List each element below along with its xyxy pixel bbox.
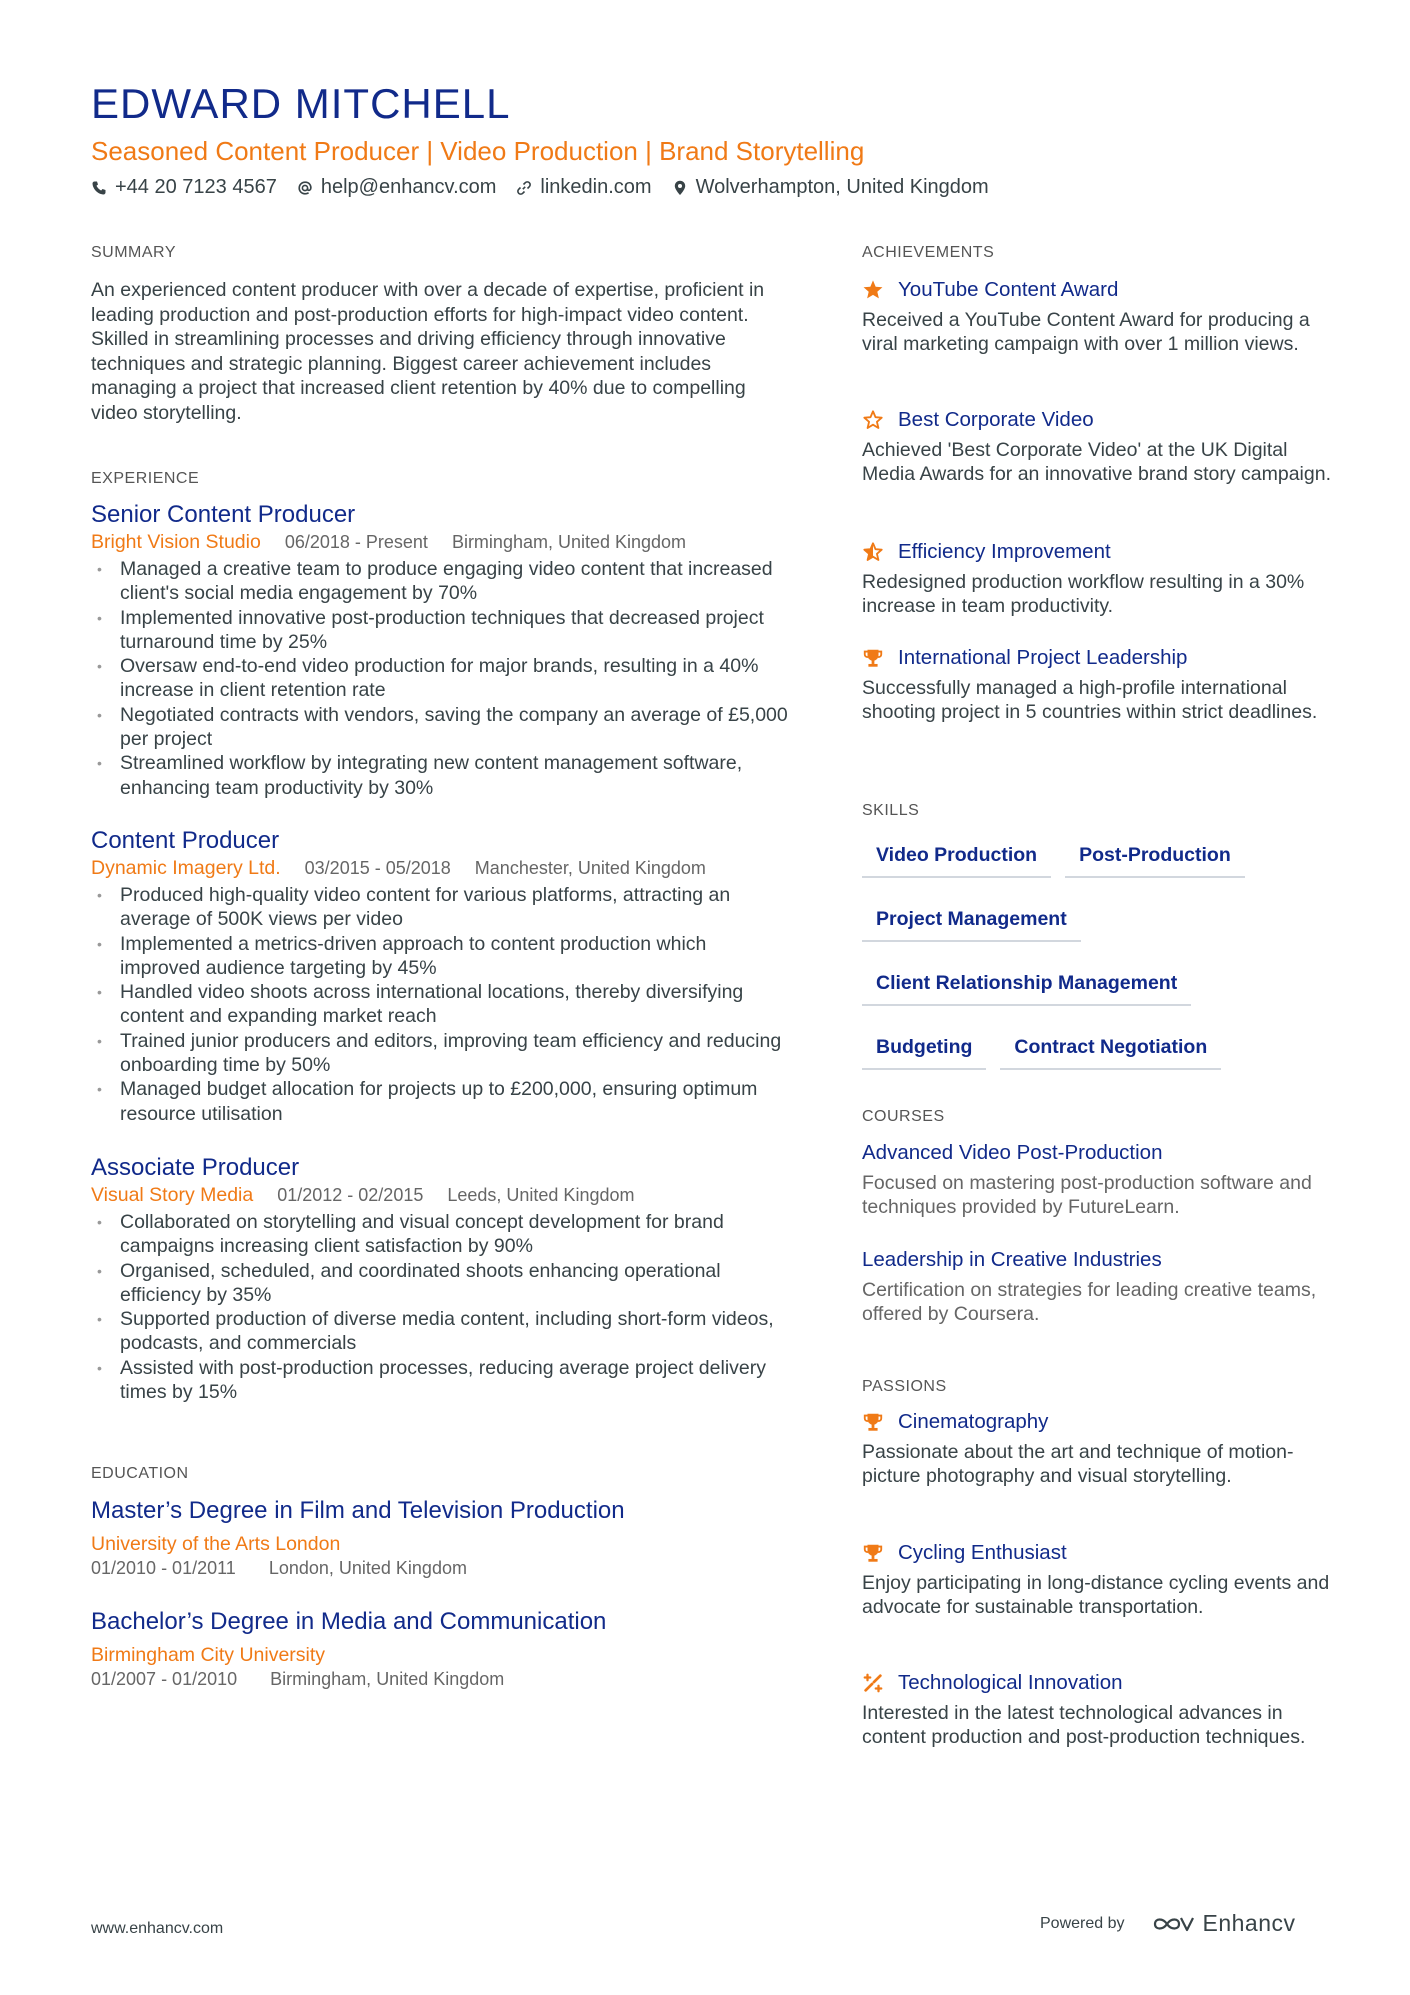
job-bullet: • Organised, scheduled, and coordinated shoots enhancing operational efficiency by 35%: [91, 1259, 791, 1308]
passion-item: [862, 1539, 1332, 1620]
skill-tag: Project Management: [862, 902, 1081, 942]
course-desc: Focused on mastering post-production software and techniques provided by FutureLearn.: [862, 1172, 1312, 1219]
location-pin-icon: [672, 180, 688, 196]
job-bullet: • Negotiated contracts with vendors, saving the company an average of £5,000 per project: [91, 703, 791, 752]
job-meta: [91, 530, 791, 554]
job-bullets: [91, 557, 791, 800]
job-title: Content Producer: [91, 827, 280, 854]
job-bullets: [91, 883, 791, 1126]
footer-branding[interactable]: [1040, 1910, 1296, 1937]
job-title: Senior Content Producer: [91, 501, 356, 528]
achievement-item: [862, 276, 1332, 357]
education-school: Birmingham City University: [91, 1644, 326, 1666]
contact-email-text: help@enhancv.com: [320, 176, 497, 198]
job-title: Associate Producer: [91, 1154, 300, 1181]
job-dates: 01/2012 - 02/2015: [277, 1185, 424, 1205]
contact-phone-text: +44 20 7123 4567: [115, 176, 277, 198]
skill-tag: Contract Negotiation: [1000, 1030, 1221, 1070]
course-title: Leadership in Creative Industries: [862, 1248, 1162, 1271]
enhancv-logo-icon: [1151, 1912, 1195, 1936]
link-icon: [516, 180, 532, 196]
job-bullet: • Assisted with post-production processes, reducing average project delivery times by 15%: [91, 1356, 791, 1405]
achievement-item: [862, 644, 1332, 725]
passion-item: [862, 1408, 1332, 1489]
job-location: Leeds, United Kingdom: [447, 1185, 635, 1205]
experience-section-title: EXPERIENCE: [91, 470, 200, 487]
job-dates: 06/2018 - Present: [284, 532, 428, 552]
powered-by-label: Powered by: [1040, 1914, 1125, 1932]
passion-item: [862, 1669, 1332, 1750]
education-dates: 01/2007 - 01/2010: [91, 1669, 238, 1689]
achievement-desc: Successfully managed a high-profile international shooting project in 5 countries within strict deadlines.: [862, 677, 1318, 724]
job-company: Dynamic Imagery Ltd.: [91, 857, 281, 879]
trophy-icon: [862, 1411, 884, 1433]
job-bullet: • Implemented innovative post-production techniques that decreased project turnaround time by 25%: [91, 606, 791, 655]
education-degree: Master’s Degree in Film and Television Production: [91, 1497, 625, 1524]
job-bullet: • Oversaw end-to-end video production for major brands, resulting in a 40% increase in client retention rate: [91, 654, 791, 703]
at-icon: [297, 180, 313, 196]
job-bullet: • Trained junior producers and editors, improving team efficiency and reducing onboarding time by 50%: [91, 1029, 791, 1078]
job-company: Bright Vision Studio: [91, 531, 261, 553]
star-filled-icon: [862, 279, 884, 301]
skill-tag: Post-Production: [1065, 838, 1245, 878]
job-bullet: • Supported production of diverse media content, including short-form videos, podcasts, and commercials: [91, 1307, 791, 1356]
passion-desc: Enjoy participating in long-distance cycling events and advocate for sustainable transportation.: [862, 1572, 1330, 1619]
job-bullet: • Implemented a metrics-driven approach to content production which improved audience targeting by 45%: [91, 932, 791, 981]
course-item: [862, 1246, 1332, 1327]
job-bullet: • Managed a creative team to produce engaging video content that increased client's social media engagement by 70%: [91, 557, 791, 606]
trophy-icon: [862, 647, 884, 669]
passions-section-title: PASSIONS: [862, 1378, 947, 1395]
star-half-icon: [862, 541, 884, 563]
education-dates: 01/2010 - 01/2011: [91, 1558, 236, 1578]
education-entry: [91, 1496, 791, 1580]
skill-tag: Client Relationship Management: [862, 966, 1191, 1006]
contact-linkedin[interactable]: [516, 176, 651, 199]
education-school: University of the Arts London: [91, 1533, 341, 1555]
education-entry: [91, 1607, 791, 1691]
job-bullet: • Handled video shoots across international locations, thereby diversifying content and expanding market reach: [91, 980, 791, 1029]
contact-bar: [91, 176, 1009, 199]
passion-title: Cycling Enthusiast: [898, 1541, 1067, 1564]
enhancv-logo[interactable]: [1151, 1910, 1296, 1937]
achievements-section-title: ACHIEVEMENTS: [862, 244, 995, 261]
star-outline-icon: [862, 409, 884, 431]
education-meta: [91, 1667, 791, 1691]
job-location: Manchester, United Kingdom: [474, 858, 706, 878]
job-entry: [91, 500, 791, 800]
course-item: [862, 1139, 1332, 1220]
achievement-title: Efficiency Improvement: [898, 540, 1111, 563]
contact-phone[interactable]: [91, 176, 277, 199]
job-bullet: • Produced high-quality video content for various platforms, attracting an average of 500K views per video: [91, 883, 791, 932]
education-meta: [91, 1556, 791, 1580]
education-location: Birmingham, United Kingdom: [270, 1669, 505, 1689]
passion-title: Technological Innovation: [898, 1671, 1123, 1694]
skill-tag: Budgeting: [862, 1030, 986, 1070]
achievement-title: International Project Leadership: [898, 646, 1188, 669]
course-desc: Certification on strategies for leading creative teams, offered by Coursera.: [862, 1279, 1317, 1326]
innovation-icon: [862, 1672, 884, 1694]
contact-linkedin-text: linkedin.com: [540, 176, 652, 198]
job-entry: [91, 826, 791, 1126]
brand-name: Enhancv: [1202, 1910, 1296, 1936]
phone-icon: [91, 180, 107, 196]
education-degree: Bachelor’s Degree in Media and Communication: [91, 1608, 607, 1635]
course-title: Advanced Video Post-Production: [862, 1141, 1163, 1164]
achievement-desc: Redesigned production workflow resulting in a 30% increase in team productivity.: [862, 571, 1305, 618]
job-meta: [91, 856, 791, 880]
skills-section-title: SKILLS: [862, 802, 920, 819]
job-bullets: [91, 1210, 791, 1404]
job-meta: [91, 1183, 791, 1207]
passion-desc: Passionate about the art and technique of motion-picture photography and visual storytelling.: [862, 1441, 1294, 1488]
job-bullet: • Streamlined workflow by integrating new content management software, enhancing team productivity by 30%: [91, 751, 791, 800]
summary-section-title: SUMMARY: [91, 244, 176, 261]
contact-location-text: Wolverhampton, United Kingdom: [695, 176, 989, 198]
job-entry: [91, 1153, 791, 1404]
job-dates: 03/2015 - 05/2018: [304, 858, 451, 878]
summary-text: An experienced content producer with over a decade of expertise, proficient in leading production and post-production efforts for high-impact video content. Skilled in streamlining processes and driving efficiency through innovative techniques and strategic planning. Biggest career achievement includes managing a project that increased client retention by 40% due to compelling video storytelling.: [91, 279, 765, 424]
skills-list: [862, 838, 1342, 1094]
achievement-title: Best Corporate Video: [898, 408, 1094, 431]
achievement-desc: Achieved 'Best Corporate Video' at the UK Digital Media Awards for an innovative brand story campaign.: [862, 439, 1331, 486]
achievement-item: [862, 538, 1332, 619]
contact-email[interactable]: [297, 176, 497, 199]
education-location: London, United Kingdom: [268, 1558, 467, 1578]
job-location: Birmingham, United Kingdom: [451, 532, 687, 552]
trophy-icon: [862, 1542, 884, 1564]
passion-desc: Interested in the latest technological advances in content production and post-production techniques.: [862, 1702, 1306, 1749]
achievement-title: YouTube Content Award: [898, 278, 1119, 301]
achievement-desc: Received a YouTube Content Award for producing a viral marketing campaign with over 1 million views.: [862, 309, 1310, 356]
job-bullet: • Managed budget allocation for projects up to £200,000, ensuring optimum resource utilisation: [91, 1077, 791, 1126]
passion-title: Cinematography: [898, 1410, 1049, 1433]
courses-section-title: COURSES: [862, 1108, 945, 1125]
job-bullet: • Collaborated on storytelling and visual concept development for brand campaigns increasing client satisfaction by 90%: [91, 1210, 791, 1259]
candidate-name: EDWARD MITCHELL: [91, 80, 511, 127]
education-section-title: EDUCATION: [91, 1465, 189, 1482]
footer-website[interactable]: www.enhancv.com: [91, 1920, 224, 1937]
contact-location: [672, 176, 989, 199]
headline: Seasoned Content Producer | Video Production | Brand Storytelling: [91, 136, 865, 166]
job-company: Visual Story Media: [91, 1184, 254, 1206]
achievement-item: [862, 406, 1332, 487]
skill-tag: Video Production: [862, 838, 1051, 878]
